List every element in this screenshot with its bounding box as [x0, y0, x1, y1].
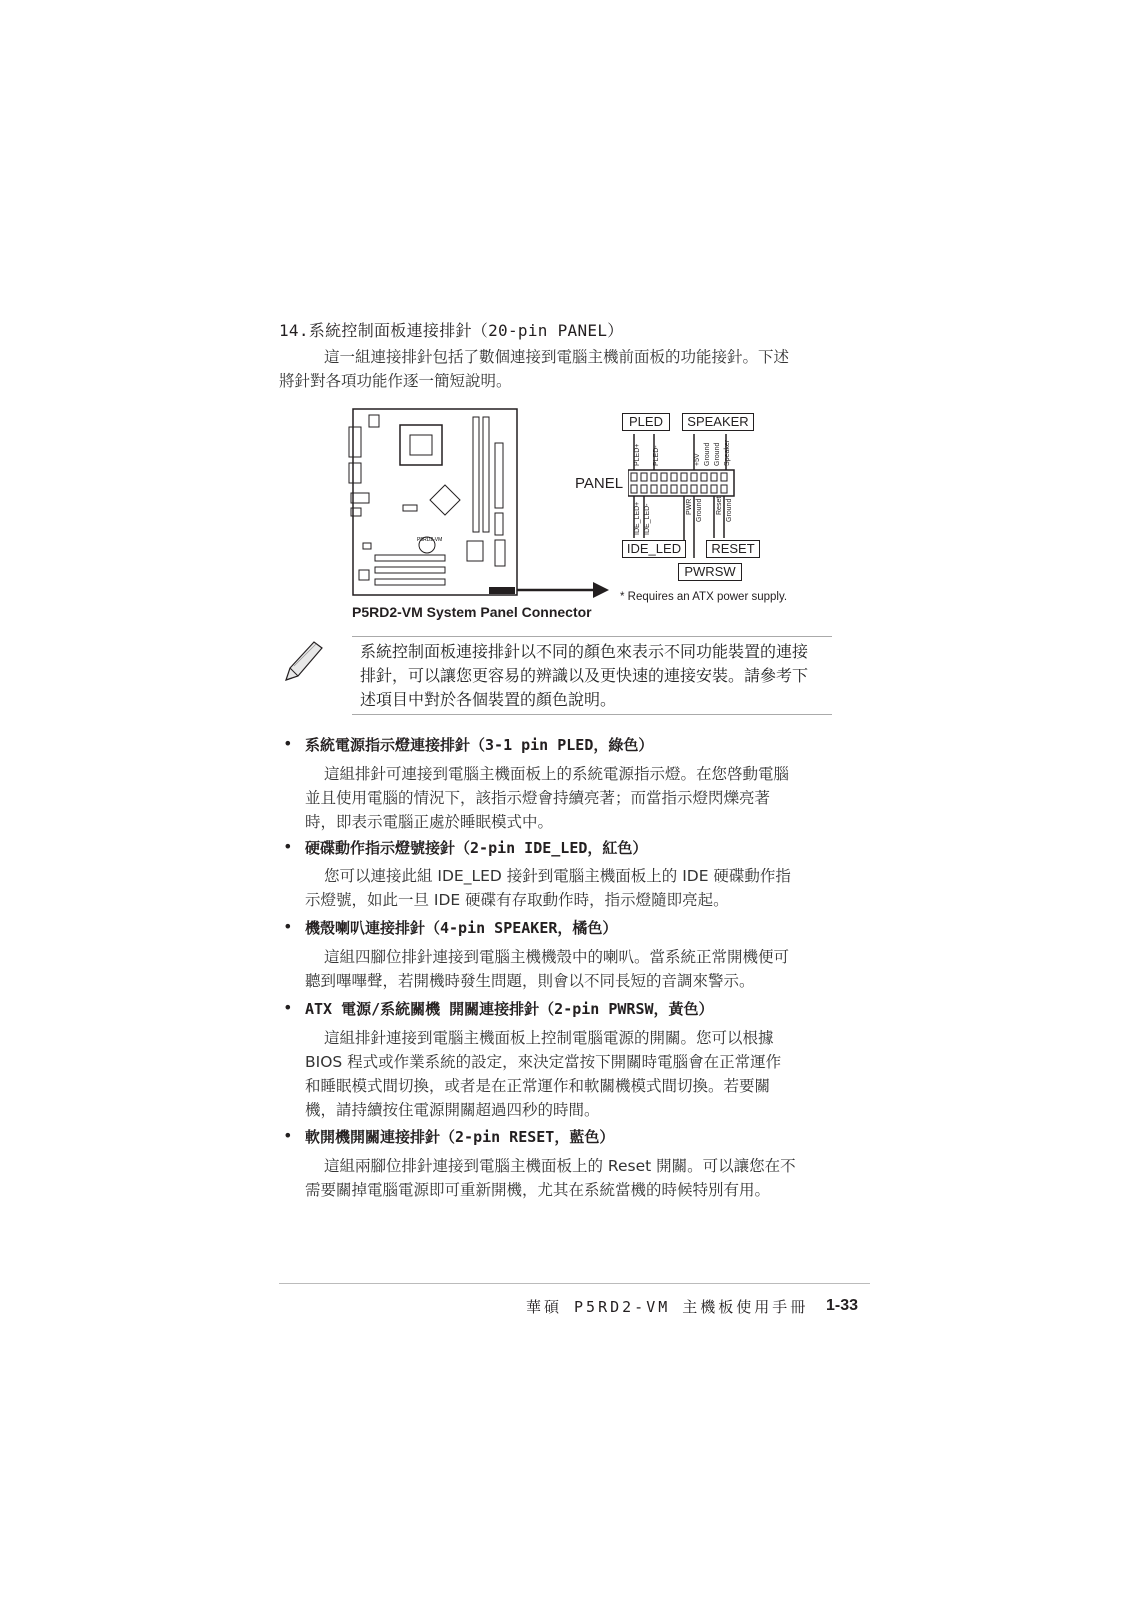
item-text-line: 聽到嗶嗶聲，若開機時發生問題，則會以不同長短的音調來警示。 [305, 972, 755, 990]
ide-led-box: IDE_LED [622, 540, 686, 558]
speaker-box: SPEAKER [682, 413, 754, 431]
item-title-pled: 系統電源指示燈連接排針（3-1 pin PLED，綠色） [305, 736, 654, 754]
bullet: • [283, 1126, 293, 1145]
pled-box: PLED [622, 413, 670, 431]
item-text-line: 這組兩腳位排針連接到電腦主機面板上的 Reset 開關。可以讓您在不 [324, 1157, 796, 1175]
item-text-line: 和睡眠模式間切換，或者是在正常運作和軟關機模式間切換。若要關 [305, 1077, 771, 1095]
item-title-pwrsw: ATX 電源/系統關機 開關連接排針（2-pin PWRSW，黃色） [305, 1000, 714, 1018]
board-label: P5RD2-VM [417, 537, 443, 543]
item-text-line: BIOS 程式或作業系統的設定，來決定當按下開關時電腦會在正常運作 [305, 1053, 782, 1071]
note-line-2: 排針，可以讓您更容易的辨識以及更快速的連接安裝。請參考下 [360, 666, 809, 685]
pin-label-pled-plus: PLED+ [634, 443, 641, 466]
diagram-caption: P5RD2-VM System Panel Connector [352, 604, 592, 620]
diagram-footnote: * Requires an ATX power supply. [620, 591, 788, 603]
item-text-line: 機，請持續按住電源開關超過四秒的時間。 [305, 1101, 600, 1119]
item-text-line: 這組排針可連接到電腦主機面板上的系統電源指示燈。在您啓動電腦 [324, 765, 790, 783]
pin-label-ground-2: Ground [714, 442, 721, 466]
item-text-line: 這組排針連接到電腦主機面板上控制電腦電源的開關。您可以根據 [324, 1029, 774, 1047]
pin-label-ground-4: Ground [726, 498, 733, 522]
pwrsw-box: PWRSW [678, 563, 742, 581]
section-heading: 14.系統控制面板連接排針（20-pin PANEL） [279, 321, 624, 340]
pin-label-5v: +5V [694, 453, 701, 466]
note-line-3: 述項目中對於各個裝置的顏色說明。 [360, 690, 617, 709]
note-bottom-rule [352, 714, 832, 715]
footer-rule [279, 1283, 870, 1284]
panel-label: PANEL [575, 475, 624, 492]
bullet: • [283, 998, 293, 1017]
item-text-line: 示燈號，如此一旦 IDE 硬碟有存取動作時，指示燈隨即亮起。 [305, 891, 729, 909]
item-text-line: 您可以連接此組 IDE_LED 接針到電腦主機面板上的 IDE 硬碟動作指 [324, 867, 791, 885]
bullet: • [283, 734, 293, 753]
item-text-line: 需要關掉電腦電源即可重新開機，尤其在系統當機的時候特別有用。 [305, 1181, 771, 1199]
page-number: 1-33 [826, 1297, 859, 1314]
item-title-reset: 軟開機開關連接排針（2-pin RESET，藍色） [305, 1128, 615, 1146]
pin-label-reset: Reset [716, 496, 723, 515]
arrow-icon [515, 578, 610, 602]
reset-box: RESET [706, 540, 760, 558]
bullet: • [283, 917, 293, 936]
intro-line-2: 將針對各項功能作逐一簡短說明。 [279, 372, 512, 390]
pin-label-ide-led-minus: IDE_LED- [644, 503, 651, 535]
note-top-rule [352, 636, 832, 637]
item-text-line: 這組四腳位排針連接到電腦主機機殼中的喇叭。當系統正常開機便可 [324, 948, 790, 966]
note-line-1: 系統控制面板連接排針以不同的顏色來表示不同功能裝置的連接 [360, 642, 809, 661]
item-title-speaker: 機殼喇叭連接排針（4-pin SPEAKER，橘色） [305, 919, 618, 937]
pin-label-speaker: Speaker [724, 439, 731, 466]
pin-label-pwr: PWR [686, 498, 693, 515]
pencil-icon [280, 638, 324, 686]
item-title-ide-led: 硬碟動作指示燈號接針（2-pin IDE_LED，紅色） [305, 839, 648, 857]
bullet: • [283, 837, 293, 856]
footer-title: 華碩 P5RD2-VM 主機板使用手冊 [526, 1298, 809, 1316]
item-text-line: 時，即表示電腦正處於睡眠模式中。 [305, 813, 554, 831]
pin-label-ground-1: Ground [704, 442, 711, 466]
item-text-line: 並且使用電腦的情況下，該指示燈會持續亮著；而當指示燈閃爍亮著 [305, 789, 771, 807]
pin-label-ground-3: Ground [696, 498, 703, 522]
pin-label-pled-minus: PLED- [653, 445, 660, 466]
pin-label-ide-led-plus: IDE_LED+ [634, 501, 641, 535]
intro-line-1: 這一組連接排針包括了數個連接到電腦主機前面板的功能接針。下述 [324, 348, 790, 366]
